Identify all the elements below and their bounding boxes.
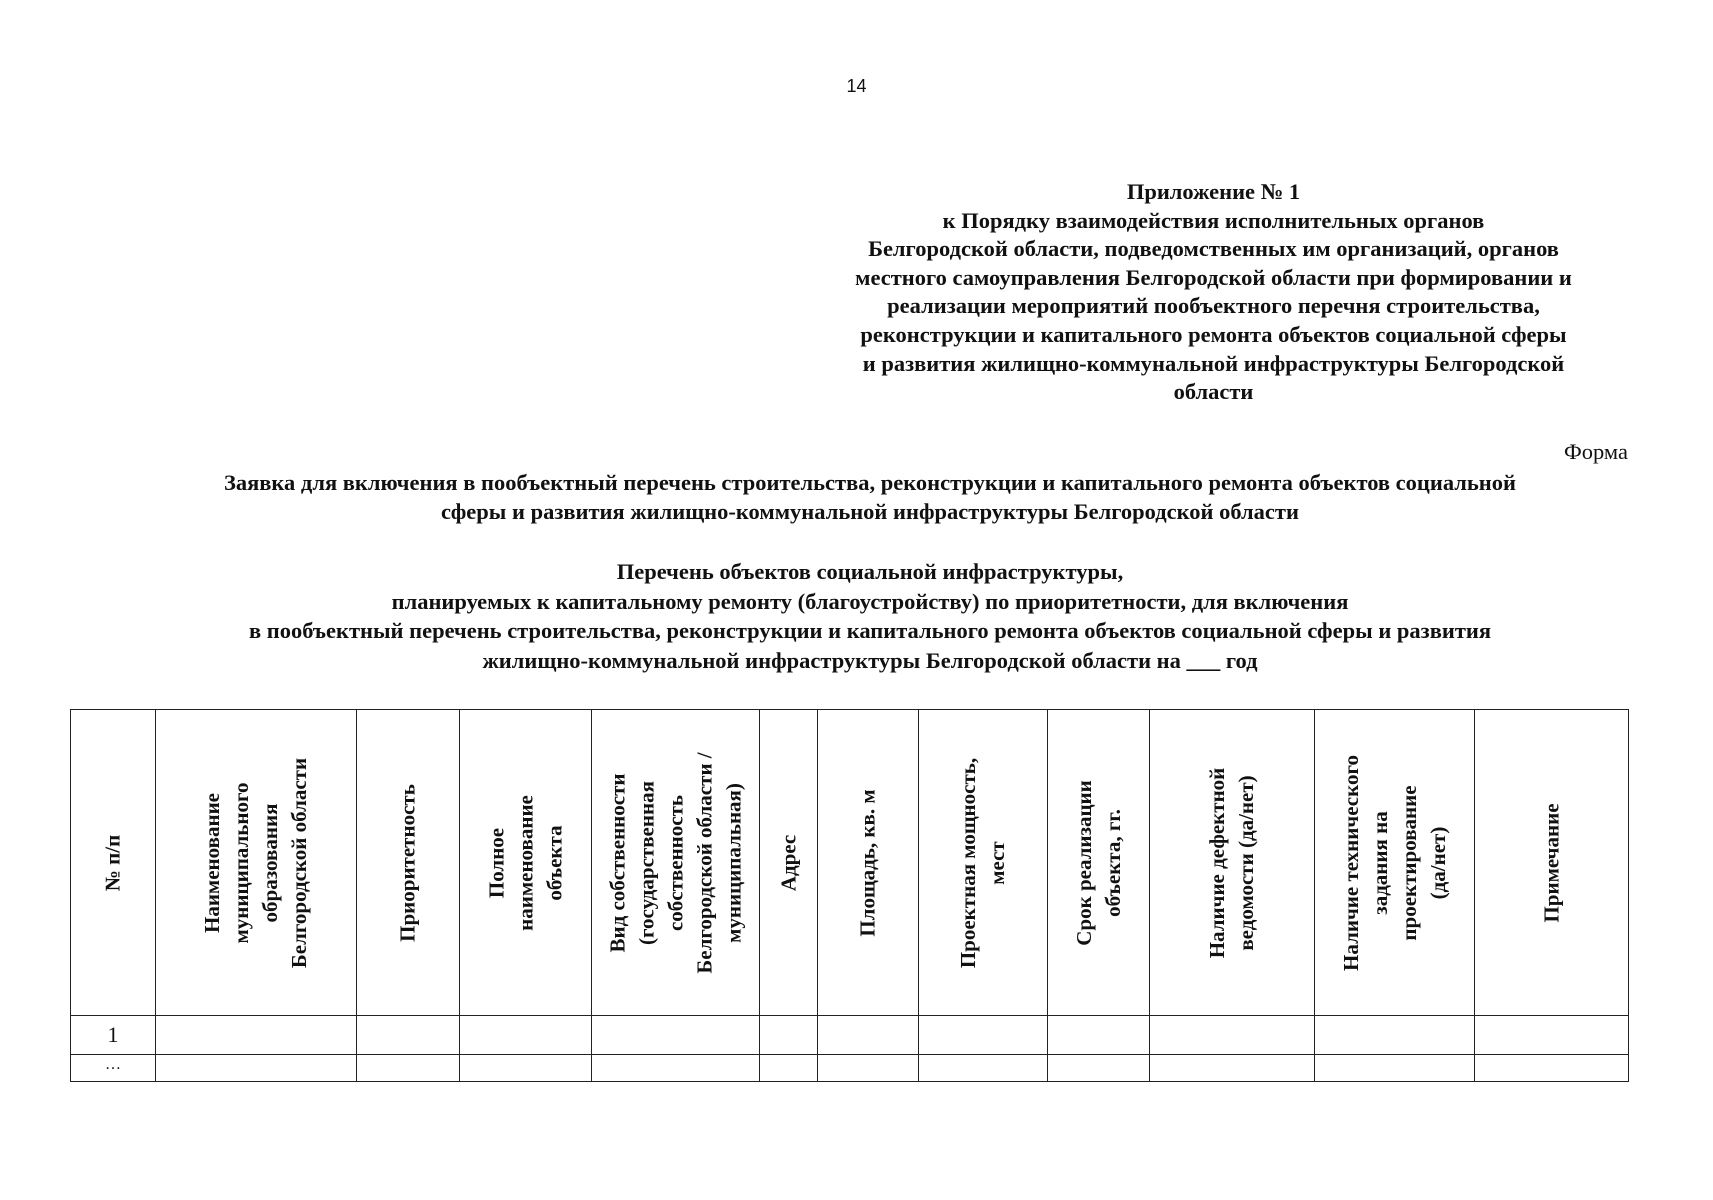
table-cell[interactable]	[919, 1055, 1048, 1082]
table-row	[71, 1055, 1629, 1082]
request-title-line: Заявка для включения в пообъектный перечень строительства, реконструкции и капитального ремонта объектов социальной	[223, 470, 1516, 495]
page-number: 14	[846, 76, 867, 96]
table-cell[interactable]	[818, 1016, 919, 1055]
list-title	[60, 557, 1680, 675]
column-header-municipality: Наименование муниципального образования Белгородской области	[156, 710, 357, 1016]
column-header-area: Площадь, кв. м	[818, 710, 919, 1016]
table-cell[interactable]	[592, 1055, 760, 1082]
table-cell[interactable]	[156, 1016, 357, 1055]
appendix-line: Приложение № 1	[1126, 179, 1301, 204]
table-cell[interactable]	[919, 1016, 1048, 1055]
appendix-line: к Порядку взаимодействия исполнительных органов	[942, 207, 1485, 233]
appendix-line: и развития жилищно-коммунальной инфраструктуры Белгородской	[862, 350, 1565, 376]
table-cell[interactable]	[592, 1016, 760, 1055]
table-cell[interactable]	[1150, 1016, 1315, 1055]
appendix-heading	[795, 178, 1632, 407]
column-header-term: Срок реализации объекта, гг.	[1048, 710, 1150, 1016]
appendix-line: Белгородской области, подведомственных им организаций, органов	[868, 236, 1559, 262]
column-header-address: Адрес	[760, 710, 818, 1016]
table-cell[interactable]	[1048, 1016, 1150, 1055]
objects-table	[70, 709, 1629, 1082]
appendix-line: реконструкции и капитального ремонта объектов социальной сферы	[860, 321, 1567, 347]
table-cell[interactable]	[1150, 1055, 1315, 1082]
table-cell[interactable]	[760, 1016, 818, 1055]
table-cell[interactable]	[760, 1055, 818, 1082]
table-cell[interactable]	[156, 1055, 357, 1082]
table-cell[interactable]	[1475, 1055, 1629, 1082]
column-header-number: № п/п	[71, 710, 156, 1016]
column-header-defect-list: Наличие дефектной ведомости (да/нет)	[1150, 710, 1315, 1016]
table-cell[interactable]	[460, 1016, 592, 1055]
form-label: Форма	[1563, 439, 1628, 464]
table-header-row	[71, 710, 1629, 1016]
column-header-priority: Приоритетность	[357, 710, 460, 1016]
table-cell[interactable]: …	[71, 1055, 156, 1082]
table-cell[interactable]	[1315, 1055, 1475, 1082]
table-cell[interactable]	[818, 1055, 919, 1082]
column-header-tech-task: Наличие технического задания на проектирование (да/нет)	[1315, 710, 1475, 1016]
list-title-line: Перечень объектов социальной инфраструктуры,	[616, 559, 1124, 584]
table-cell[interactable]	[460, 1055, 592, 1082]
table-cell[interactable]	[357, 1016, 460, 1055]
column-header-capacity: Проектная мощность, мест	[919, 710, 1048, 1016]
column-header-object-name: Полное наименование объекта	[460, 710, 592, 1016]
table-cell[interactable]	[1475, 1016, 1629, 1055]
table-cell[interactable]: 1	[71, 1016, 156, 1055]
list-title-line: в пообъектный перечень строительства, реконструкции и капитального ремонта объектов социальной сферы и развития	[248, 618, 1492, 643]
appendix-line: реализации мероприятий пообъектного перечня строительства,	[887, 293, 1540, 319]
table-cell[interactable]	[357, 1055, 460, 1082]
appendix-line: местного самоуправления Белгородской области при формировании и	[855, 264, 1572, 290]
appendix-line: области	[1173, 379, 1254, 405]
request-title-line: сферы и развития жилищно-коммунальной инфраструктуры Белгородской области	[441, 499, 1299, 524]
request-title	[60, 468, 1680, 526]
table-cell[interactable]	[1315, 1016, 1475, 1055]
list-title-line: планируемых к капитальному ремонту (благоустройству) по приоритетности, для включения	[391, 588, 1349, 614]
column-header-ownership: Вид собственности (государственная собственность Белгородской области / муниципальная)	[592, 710, 760, 1016]
column-header-note: Примечание	[1475, 710, 1629, 1016]
table-cell[interactable]	[1048, 1055, 1150, 1082]
list-title-line: жилищно-коммунальной инфраструктуры Белгородской области на ___ год	[482, 647, 1258, 673]
table-row	[71, 1016, 1629, 1055]
